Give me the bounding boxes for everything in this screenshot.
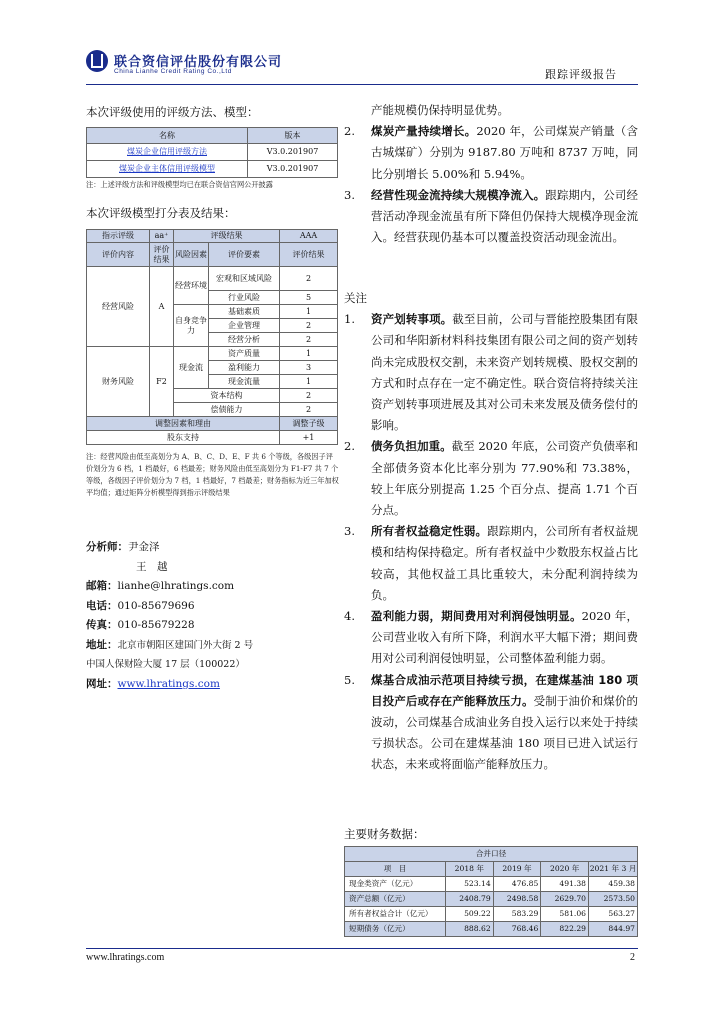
cell: 768.46 — [493, 922, 541, 937]
cell: 581.06 — [541, 907, 589, 922]
analyst-label: 分析师： — [86, 541, 128, 553]
element: 资本结构 — [174, 389, 280, 403]
score-table — [86, 229, 338, 445]
item-number: 2. — [344, 124, 355, 139]
web-label: 网址： — [86, 677, 118, 690]
score: 2 — [280, 267, 338, 291]
table-row — [345, 922, 638, 937]
fin-category: 财务风险 — [87, 347, 150, 417]
cell: 844.97 — [589, 922, 638, 937]
op-category: 经营风险 — [87, 267, 150, 347]
analyst-1: 尹金泽 — [128, 541, 160, 553]
element: 行业风险 — [209, 291, 280, 305]
concerns-section — [344, 288, 638, 776]
analyst-2: 王 越 — [136, 560, 168, 573]
result-label: 评级结果 — [174, 230, 280, 243]
item-number: 1. — [344, 312, 355, 327]
item-number: 3. — [344, 187, 355, 202]
contact-block — [86, 538, 340, 694]
report-type: 跟踪评级报告 — [545, 68, 617, 81]
item-heading: 盈利能力弱，期间费用对利润侵蚀明显。 — [371, 609, 582, 624]
footer-website: www.lhratings.com — [86, 952, 165, 963]
element: 现金流量 — [209, 375, 280, 389]
ind-value: aa⁺ — [150, 230, 174, 243]
h-element: 评价要素 — [209, 243, 280, 267]
cell: 491.38 — [541, 877, 589, 892]
adj-value: +1 — [280, 431, 338, 445]
company-logo-icon — [86, 50, 108, 72]
fin-item-header: 项 目 — [345, 862, 446, 877]
strengths-continued — [344, 100, 638, 248]
h-score: 评价结果 — [280, 243, 338, 267]
row-label: 短期债务（亿元） — [345, 922, 446, 937]
page-number: 2 — [630, 952, 635, 963]
continued-text: 产能规模仍保持明显优势。 — [371, 103, 509, 117]
item-text: 截至 2020 年底，公司资产负债率和全部债务资本化比率分别为 77.90%和 73.38%，较上年底分别提高 1.25 个百分点、提高 1.71 个百分点。 — [371, 439, 638, 518]
website-link[interactable]: www.lhratings.com — [117, 677, 220, 690]
item-text: 跟踪期内，公司所有者权益规模和结构保持稳定。所有者权益中少数股东权益占比较高，其他权益工具比重较大，未分配利润持续为负。 — [371, 524, 639, 602]
fax-label: 传真： — [86, 619, 118, 631]
cell: 476.85 — [493, 877, 541, 892]
concern-item — [344, 606, 638, 670]
item-text: 跟踪期内，公司经营活动净现金流虽有所下降但仍保持大规模净现金流入。经营获现仍基本可以覆盖投资活动现金流出。 — [371, 187, 638, 245]
comp-label: 自身竞争力 — [174, 305, 209, 347]
fax-value: 010-85679228 — [117, 619, 195, 631]
item-heading: 资产划转事项。 — [371, 312, 453, 327]
financial-table — [344, 846, 638, 937]
element: 宏观和区域风险 — [209, 267, 280, 291]
model-link[interactable]: 煤炭企业主体信用评级模型 — [119, 164, 215, 174]
tel-label: 电话： — [86, 599, 118, 612]
item-text: 受制于油价和煤价的波动，公司煤基合成油业务自投入运行以来处于持续亏损状态。公司在建煤基油 180 项目已进入试运行状态，未来或将面临产能释放压力。 — [371, 693, 639, 772]
concerns-title: 关注 — [344, 291, 367, 305]
table-row — [345, 907, 638, 922]
adj-item: 股东支持 — [87, 431, 280, 445]
header-divider — [86, 84, 638, 85]
cell: 2629.70 — [541, 892, 589, 907]
h-factor: 风险因素 — [174, 243, 209, 267]
item-number: 5. — [344, 672, 355, 687]
methods-note: 注：上述评级方法和评级模型均已在联合资信官网公开披露 — [86, 180, 273, 189]
fin-title: 主要财务数据： — [344, 827, 425, 841]
score: 1 — [280, 305, 338, 319]
email-label: 邮箱： — [86, 580, 118, 592]
fin-year: 2019 年 — [493, 862, 541, 877]
cell: 2408.79 — [446, 892, 494, 907]
score: 3 — [280, 361, 338, 375]
brand-name-cn: 联合资信评估股份有限公司 — [114, 55, 283, 70]
score: 5 — [280, 291, 338, 305]
cell: 583.29 — [493, 907, 541, 922]
addr-line-1: 北京市朝阳区建国门外大街 2 号 — [117, 639, 254, 651]
footer-divider — [86, 948, 638, 949]
score: 1 — [280, 375, 338, 389]
cell: 822.29 — [541, 922, 589, 937]
item-text: 截至目前，公司与晋能控股集团有限公司和华阳新材料科技集团有限公司之间的资产划转尚未完成股权交割，未来资产划转规模、股权交割的方式和时点存在一定不确定性。联合资信将持续关注资产划转事项进展及其对公司未来发展及债务偿付的影响。 — [371, 312, 638, 433]
score: 2 — [280, 319, 338, 333]
table-row — [345, 892, 638, 907]
model-version: V3.0.201907 — [248, 161, 338, 178]
env-label: 经营环境 — [174, 267, 209, 305]
ind-label: 指示评级 — [87, 230, 150, 243]
strength-item — [344, 121, 638, 185]
cell: 563.27 — [589, 907, 638, 922]
strength-item — [344, 185, 638, 249]
item-text: 2020 年，公司煤炭产销量（含古城煤矿）分别为 9187.80 万吨和 8737 万吨，同比分别增长 5.00%和 5.94%。 — [371, 124, 639, 181]
score: 1 — [280, 347, 338, 361]
h-content: 评价内容 — [87, 243, 150, 267]
model-note: 注：经营风险由低至高划分为 A、B、C、D、E、F 共 6 个等级，各级因子评价划分为 6 档，1 档最好，6 档最差；财务风险由低至高划分为 F1-F7 共 7 个等级，各级因子评价划分为 7 档，1 档最好，7 档最差；财务指标为近三年加权平均值；通过矩阵分析模型得到指示评级结果 — [86, 452, 339, 497]
concern-item — [344, 521, 638, 606]
tel-value: 010-85679696 — [117, 599, 195, 612]
method-link[interactable]: 煤炭企业信用评级方法 — [127, 147, 207, 157]
item-number: 2. — [344, 439, 355, 454]
concern-item — [344, 436, 638, 521]
row-label: 资产总额（亿元） — [345, 892, 446, 907]
cell: 523.14 — [446, 877, 494, 892]
item-heading: 煤基合成油示范项目持续亏损，在建煤基油 180 项目投产后或存在产能释放压力。 — [371, 672, 638, 708]
fin-year: 2018 年 — [446, 862, 494, 877]
concern-item — [344, 670, 638, 776]
item-heading: 所有者权益稳定性弱。 — [371, 524, 488, 539]
cell: 509.22 — [446, 907, 494, 922]
element: 偿债能力 — [174, 403, 280, 417]
element: 企业管理 — [209, 319, 280, 333]
method-version: V3.0.201907 — [248, 144, 338, 161]
row-label: 所有者权益合计（亿元） — [345, 907, 446, 922]
score: 2 — [280, 403, 338, 417]
score: 2 — [280, 333, 338, 347]
model-title: 本次评级模型打分表及结果： — [86, 206, 236, 220]
adj-sub: 调整子级 — [280, 417, 338, 431]
fin-year: 2020 年 — [541, 862, 589, 877]
methods-col-version: 版本 — [248, 128, 338, 144]
result-value: AAA — [280, 230, 338, 243]
methods-col-name: 名称 — [87, 128, 248, 144]
table-row — [345, 877, 638, 892]
h-result: 评价结果 — [150, 243, 174, 267]
element: 经营分析 — [209, 333, 280, 347]
concern-item — [344, 309, 638, 436]
op-grade: A — [150, 267, 174, 347]
methods-title: 本次评级使用的评级方法、模型： — [86, 105, 259, 119]
item-heading: 煤炭产量持续增长。 — [371, 124, 477, 139]
addr-line-2: 中国人保财险大厦 17 层（100022） — [86, 659, 245, 670]
item-number: 4. — [344, 609, 355, 624]
element: 资产质量 — [209, 347, 280, 361]
fin-grade: F2 — [150, 347, 174, 417]
item-heading: 债务负担加重。 — [371, 439, 452, 454]
cell: 2573.50 — [589, 892, 638, 907]
cash-label: 现金流 — [174, 347, 209, 389]
row-label: 现金类资产（亿元） — [345, 877, 446, 892]
element: 盈利能力 — [209, 361, 280, 375]
adj-label: 调整因素和理由 — [87, 417, 280, 431]
score: 2 — [280, 389, 338, 403]
cell: 459.38 — [589, 877, 638, 892]
fin-group: 合并口径 — [345, 847, 638, 862]
item-heading: 经营性现金流持续大规模净流入。 — [371, 187, 546, 202]
cell: 888.62 — [446, 922, 494, 937]
addr-label: 地址： — [86, 638, 118, 651]
brand-name-en: China Lianhe Credit Rating Co.,Ltd — [114, 68, 232, 75]
email-value: lianhe@lhratings.com — [117, 580, 235, 592]
item-text: 2020 年，公司营业收入有所下降，利润水平大幅下滑；期间费用对公司利润侵蚀明显，公司整体盈利能力弱。 — [371, 609, 639, 666]
methods-table — [86, 127, 338, 178]
item-number: 3. — [344, 524, 355, 539]
element: 基础素质 — [209, 305, 280, 319]
fin-year: 2021 年 3 月 — [589, 862, 638, 877]
cell: 2498.58 — [493, 892, 541, 907]
